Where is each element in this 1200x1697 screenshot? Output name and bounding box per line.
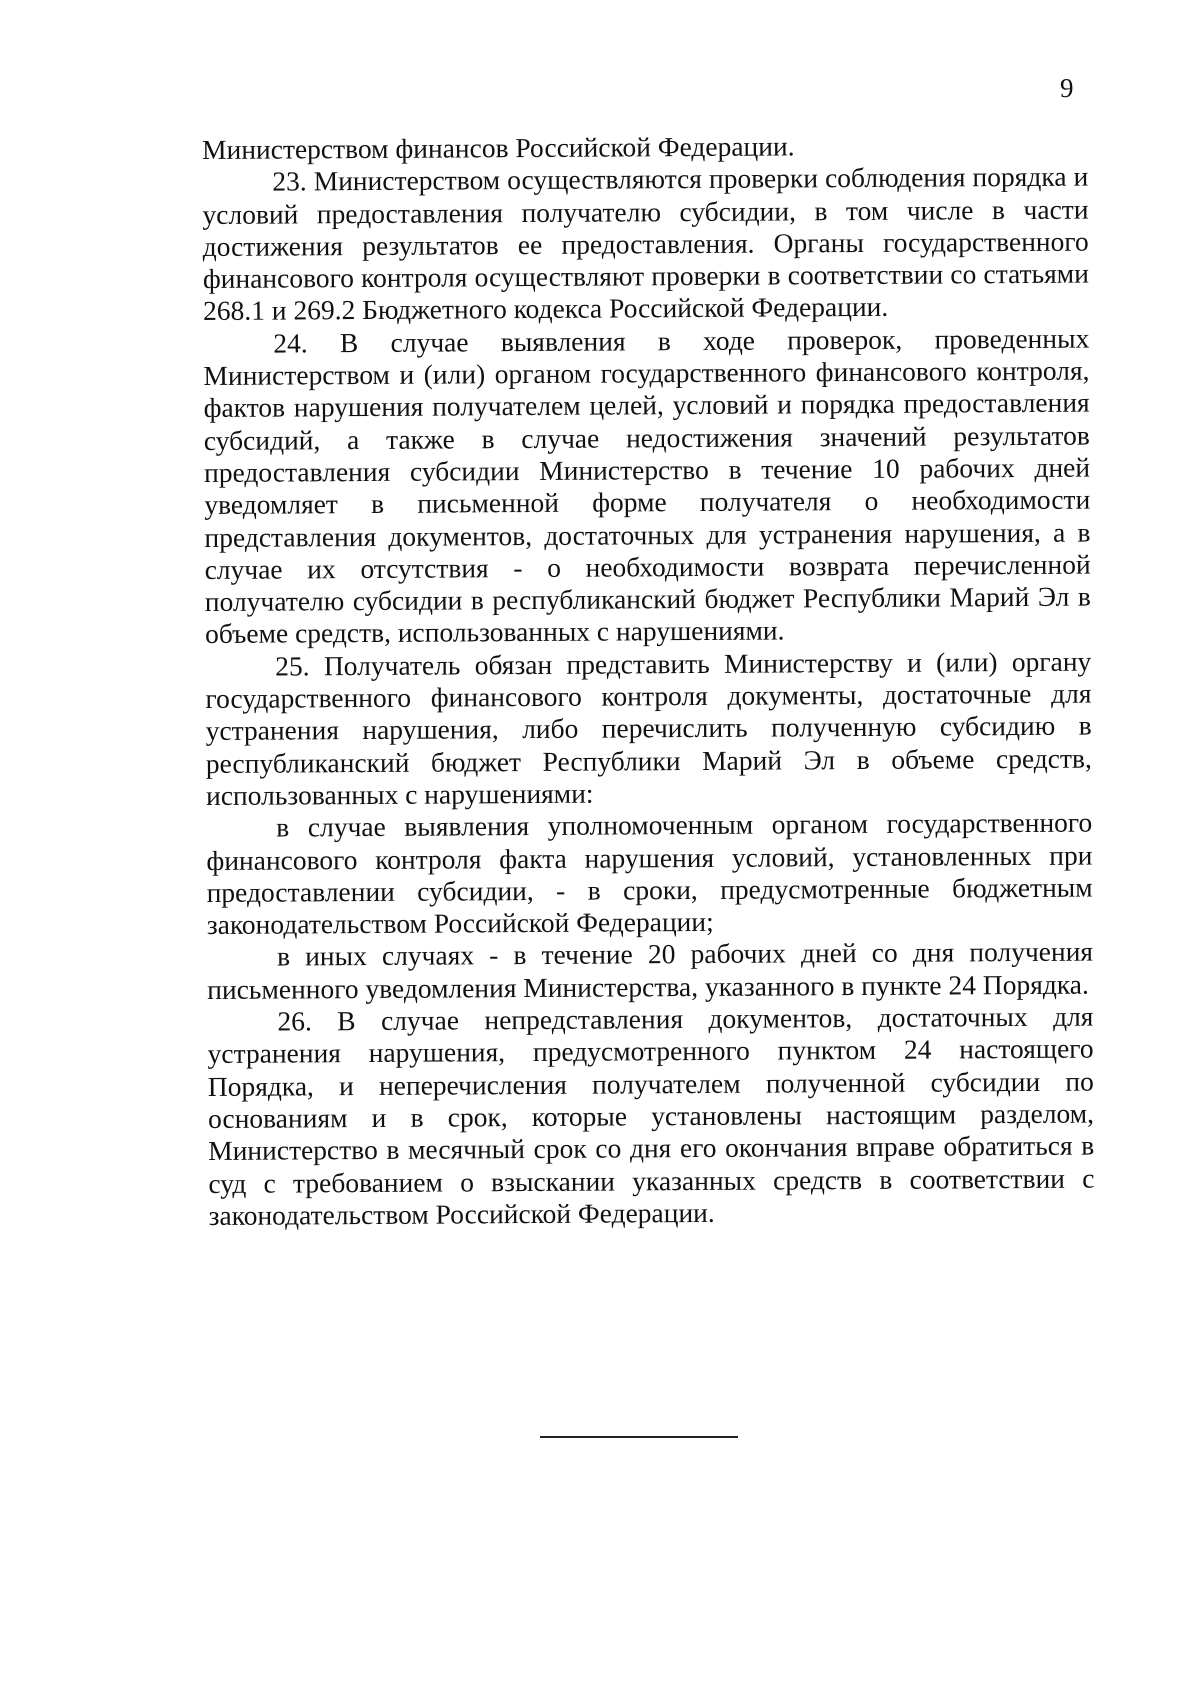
paragraph-clause-23: 23. Министерством осуществляются проверки соблюдения порядка и условий предоставления получателю субсидии, в том числе в части достижения результатов ее предоставления. Органы государственного финансового контроля осуществляют проверки в соответствии со статьями 268.1 и 269.2 Бюджетного кодекса Российской Федерации.	[202, 160, 1089, 327]
paragraph-clause-25: 25. Получатель обязан представить Министерству и (или) органу государственного финансового контроля документы, достаточные для устранения нарушения, либо перечислить полученную субсидию в республиканский бюджет Республики Марий Эл в объеме средств, использованных с нарушениями:	[205, 645, 1092, 811]
paragraph-clause-26: 26. В случае непредставления документов, достаточных для устранения нарушения, предусмотренного пунктом 24 настоящего Порядка, и неперечисления получателем полученной субсидии по основаниям и в срок, которые установлены настоящим разделом, Министерство в месячный срок со дня его окончания вправе обратиться в суд с требованием о взыскании указанных средств в соответствии с законодательством Российской Федерации.	[207, 1000, 1095, 1231]
paragraph-clause-25-case-1: в случае выявления уполномоченным органом государственного финансового контроля факта нарушения условий, установленных при предоставлении субсидии, - в сроки, предусмотренные бюджетным законодательством Российской Федерации;	[206, 806, 1093, 941]
paragraph-continuation: Министерством финансов Российской Федерации.	[202, 130, 795, 165]
paragraph-clause-24: 24. В случае выявления в ходе проверок, проведенных Министерством и (или) органом государственного финансового контроля, фактов нарушения получателем целей, условий и порядка предоставления субсидий, а также в случае недостижения значений результатов предоставления субсидии Министерство в течение 10 рабочих дней уведомляет в письменной форме получателя о необходимости представления документов, достаточных для устранения нарушения, а в случае их отсутствия - о необходимости возврата перечисленной получателю субсидии в республиканский бюджет Республики Марий Эл в объеме средств, использованных с нарушениями.	[203, 322, 1091, 650]
document-body	[202, 129, 1095, 1232]
paragraph-clause-25-case-2: в иных случаях - в течение 20 рабочих дней со дня получения письменного уведомления Министерства, указанного в пункте 24 Порядка.	[207, 935, 1094, 1005]
page-number: 9	[1060, 73, 1074, 103]
closing-divider	[540, 1436, 738, 1438]
